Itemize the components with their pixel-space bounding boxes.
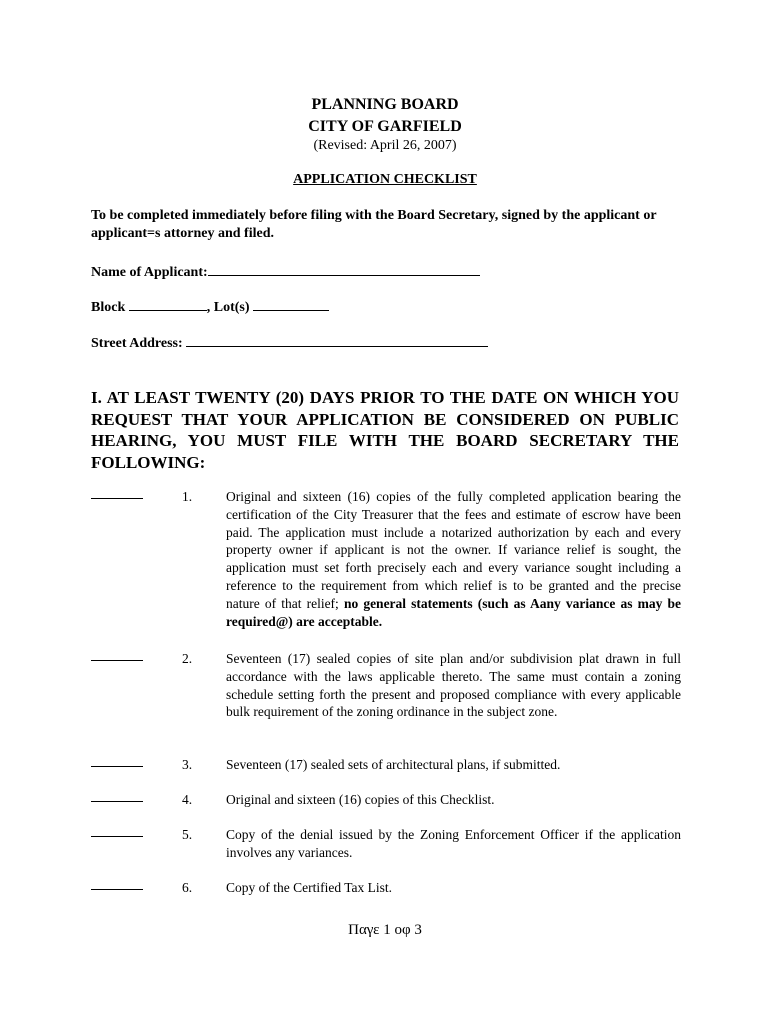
section-heading: I. AT LEAST TWENTY (20) DAYS PRIOR TO THE DATE ON WHICH YOU REQUEST THAT YOUR APPLICATION BE CONSIDERED ON PUBLIC HEARING, YOU MUST FILE WITH THE BOARD SECRETARY THE FOLLOWING: bbox=[91, 388, 679, 472]
item-number: 3. bbox=[182, 757, 193, 772]
check-blank[interactable] bbox=[91, 498, 143, 499]
item-number: 2. bbox=[182, 651, 193, 666]
street-address-blank[interactable] bbox=[186, 332, 488, 347]
item-number: 4. bbox=[182, 792, 193, 807]
check-blank[interactable] bbox=[91, 836, 143, 837]
check-blank[interactable] bbox=[91, 660, 143, 661]
intro-instructions: To be completed immediately before filing with the Board Secretary, signed by the applicant or applicant=s attorney and filed. bbox=[91, 208, 657, 241]
street-address-field bbox=[91, 332, 488, 353]
revised-date: (Revised: April 26, 2007) bbox=[313, 138, 457, 153]
check-blank[interactable] bbox=[91, 801, 143, 802]
item-text: Seventeen (17) sealed copies of site plan and/or subdivision plat drawn in full accordance with the laws applicable thereto. The same must contain a zoning schedule setting forth the present and proposed compliance with every applicable bulk requirement of the zoning ordinance in the subject zone. bbox=[226, 651, 681, 720]
check-blank[interactable] bbox=[91, 889, 143, 890]
item-number: 1. bbox=[182, 489, 193, 504]
city-title: CITY OF GARFIELD bbox=[308, 118, 462, 135]
block-label: Block bbox=[91, 300, 126, 315]
check-blank[interactable] bbox=[91, 766, 143, 767]
applicant-name-label: Name of Applicant: bbox=[91, 265, 208, 280]
lots-label: , Lot(s) bbox=[206, 300, 250, 315]
page-number: Παγε 1 οφ 3 bbox=[348, 922, 422, 938]
checklist-heading: APPLICATION CHECKLIST bbox=[293, 172, 477, 187]
lots-blank[interactable] bbox=[253, 296, 329, 311]
street-address-label: Street Address: bbox=[91, 336, 183, 351]
board-title: PLANNING BOARD bbox=[311, 96, 459, 113]
applicant-name-field bbox=[91, 261, 480, 282]
item-number: 5. bbox=[182, 827, 193, 842]
block-blank[interactable] bbox=[129, 296, 207, 311]
item-text: Original and sixteen (16) copies of the fully completed application bearing the certification of the City Treasurer that the fees and estimate of escrow have been paid. The application must include a notarized authorization by each and every property owner if applicant is not the owner. If variance relief is sought, the application must set forth precisely each and every variance sought including a reference to the requirement from which relief is to be granted and the precise nature of that relief; no general statements (such as Aany variance as may be required@) are acceptable. bbox=[226, 489, 682, 629]
item-text: Seventeen (17) sealed sets of architectural plans, if submitted. bbox=[226, 757, 561, 772]
item-text: Copy of the Certified Tax List. bbox=[226, 880, 393, 895]
block-lot-field bbox=[91, 296, 329, 317]
item-bold-text: no general statements (such as Aany variance as may be required@) are acceptable. bbox=[226, 595, 682, 629]
item-text: Copy of the denial issued by the Zoning Enforcement Officer if the application involves any variances. bbox=[226, 827, 681, 860]
item-text: Original and sixteen (16) copies of this Checklist. bbox=[226, 792, 495, 807]
item-number: 6. bbox=[182, 880, 193, 895]
applicant-name-blank[interactable] bbox=[208, 261, 480, 276]
